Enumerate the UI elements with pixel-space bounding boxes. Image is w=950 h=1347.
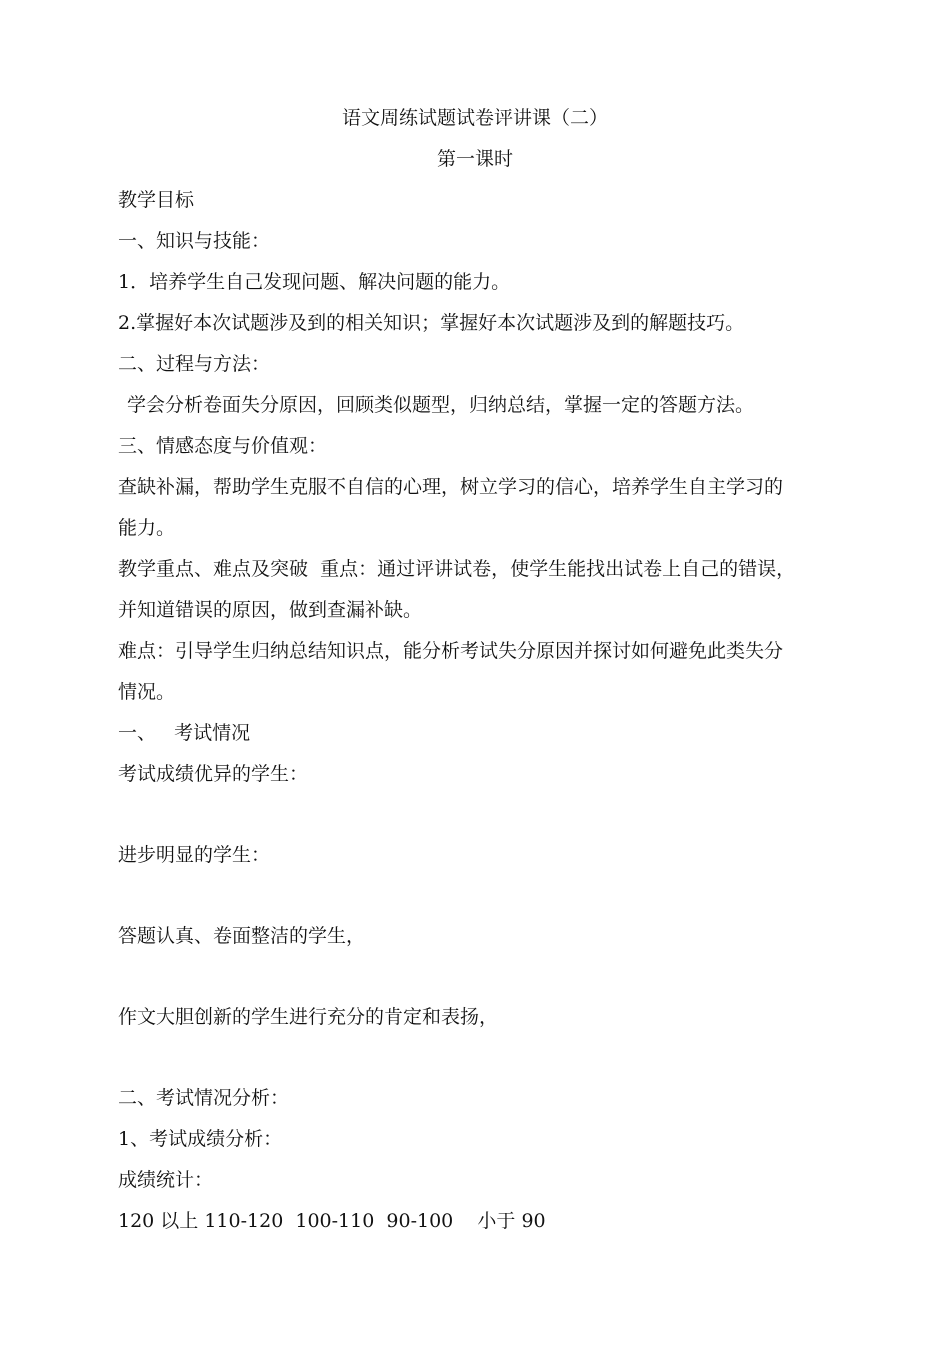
document-title: 语文周练试题试卷评讲课（二）	[341, 107, 608, 129]
paragraph-line: 作文大胆创新的学生进行充分的肯定和表扬，	[118, 1006, 499, 1028]
section-heading: 一、知识与技能：	[118, 230, 271, 252]
paragraph-line: 能力。	[118, 517, 176, 539]
section-heading: 教学目标	[118, 189, 195, 211]
section-heading: 二、过程与方法：	[118, 353, 271, 375]
section-heading: 一、 考试情况	[118, 722, 251, 744]
paragraph-line: 答题认真、卷面整洁的学生，	[118, 925, 366, 947]
paragraph-line: 考试成绩优异的学生：	[118, 763, 309, 785]
paragraph-line: 查缺补漏，帮助学生克服不自信的心理，树立学习的信心，培养学生自主学习的	[118, 476, 784, 498]
document-subtitle: 第一课时	[436, 148, 513, 170]
section-heading: 二、考试情况分析：	[118, 1087, 290, 1109]
paragraph-line: 情况。	[118, 681, 176, 703]
score-ranges-row: 120 以上 110-120 100-110 90-100 小于 90	[118, 1210, 546, 1232]
section-heading: 1、考试成绩分析：	[118, 1128, 283, 1150]
paragraph-line: 教学重点、难点及突破 重点：通过评讲试卷，使学生能找出试卷上自己的错误，	[118, 558, 796, 580]
paragraph-line: 1．培养学生自己发现问题、解决问题的能力。	[118, 271, 511, 293]
paragraph-line: 学会分析卷面失分原因，回顾类似题型，归纳总结，掌握一定的答题方法。	[121, 394, 755, 416]
paragraph-line: 进步明显的学生：	[118, 844, 271, 866]
paragraph-line: 并知道错误的原因，做到查漏补缺。	[118, 599, 423, 621]
paragraph-line: 成绩统计：	[118, 1169, 214, 1191]
section-heading: 三、情感态度与价值观：	[118, 435, 328, 457]
paragraph-line: 难点：引导学生归纳总结知识点，能分析考试失分原因并探讨如何避免此类失分	[118, 640, 784, 662]
paragraph-line: 2.掌握好本次试题涉及到的相关知识；掌握好本次试题涉及到的解题技巧。	[118, 312, 745, 334]
